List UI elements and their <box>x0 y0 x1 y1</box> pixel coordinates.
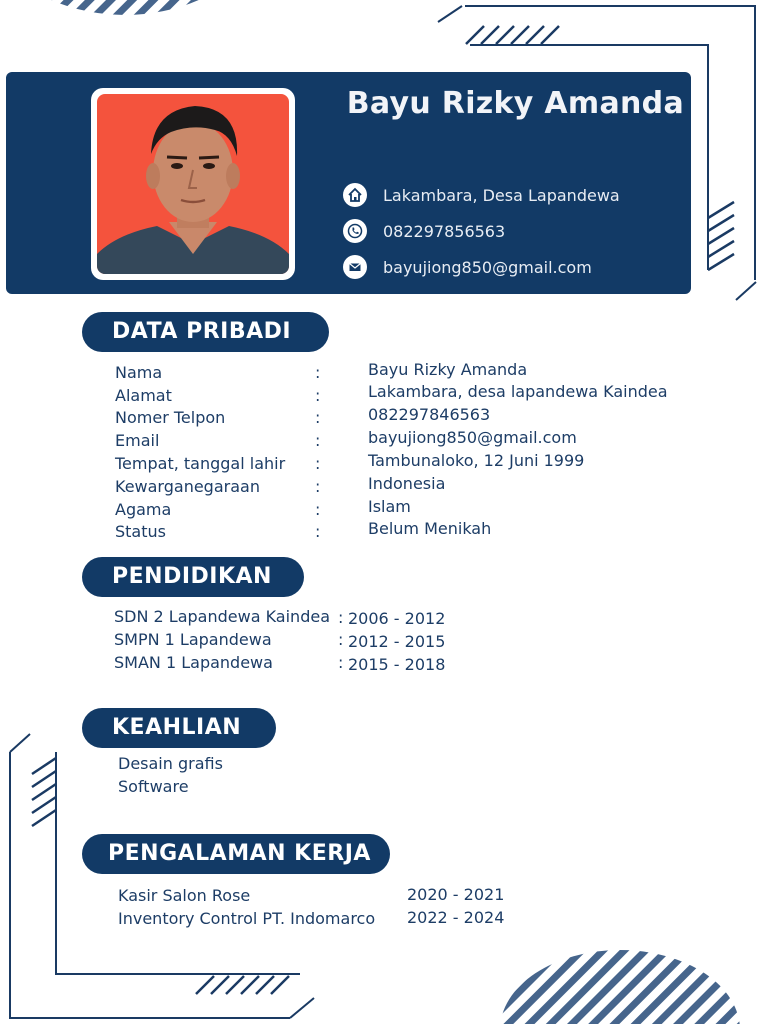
home-icon <box>343 183 367 207</box>
work-role: Kasir Salon Rose <box>118 886 251 905</box>
personal-label: Nomer Telpon <box>115 408 226 427</box>
personal-separator: : <box>315 522 321 541</box>
personal-value: Islam <box>368 497 411 516</box>
phone-icon <box>343 219 367 243</box>
personal-separator: : <box>315 454 321 473</box>
personal-value: 082297846563 <box>368 405 491 424</box>
contact-email-text: bayujiong850@gmail.com <box>383 257 592 277</box>
education-years: 2015 - 2018 <box>348 655 446 674</box>
work-role: Inventory Control PT. Indomarco <box>118 909 376 928</box>
skill-item: Desain grafis <box>118 754 223 773</box>
personal-value: Indonesia <box>368 474 446 493</box>
contact-email <box>343 254 592 280</box>
section-title-skills: KEAHLIAN <box>82 708 276 748</box>
hatch-marks-left <box>32 758 56 826</box>
section-title-personal: DATA PRIBADI <box>82 312 329 352</box>
personal-label: Agama <box>115 500 172 519</box>
personal-label: Kewarganegaraan <box>115 477 260 496</box>
contact-address <box>343 182 620 208</box>
contact-address-text: Lakambara, Desa Lapandewa <box>383 185 620 205</box>
education-years: 2012 - 2015 <box>348 632 446 651</box>
education-years: 2006 - 2012 <box>348 609 446 628</box>
contact-phone <box>343 218 505 244</box>
personal-label: Email <box>115 431 160 450</box>
education-school: SMPN 1 Lapandewa <box>114 630 272 649</box>
profile-photo <box>97 94 289 274</box>
personal-value: Tambunaloko, 12 Juni 1999 <box>368 451 585 470</box>
hatch-marks-bottom <box>196 976 289 994</box>
personal-separator: : <box>315 477 321 496</box>
striped-semicircle-top <box>0 0 250 15</box>
personal-label: Status <box>115 522 166 541</box>
mail-icon <box>343 255 367 279</box>
education-separator: : <box>338 653 344 672</box>
work-years: 2022 - 2024 <box>407 908 505 927</box>
section-title-work: PENGALAMAN KERJA <box>82 834 390 874</box>
work-years: 2020 - 2021 <box>407 885 505 904</box>
skill-item: Software <box>118 777 189 796</box>
name-title: Bayu Rizky Amanda <box>346 86 684 121</box>
section-title-education: PENDIDIKAN <box>82 557 304 597</box>
education-separator: : <box>338 630 344 649</box>
personal-label: Tempat, tanggal lahir <box>115 454 286 473</box>
personal-value: Bayu Rizky Amanda <box>368 360 528 379</box>
personal-separator: : <box>315 408 321 427</box>
personal-value: Lakambara, desa lapandewa Kaindea <box>368 382 668 401</box>
hatch-marks-right <box>708 202 734 270</box>
education-separator: : <box>338 608 344 627</box>
contact-phone-text: 082297856563 <box>383 221 506 241</box>
personal-value: Belum Menikah <box>368 519 492 538</box>
personal-separator: : <box>315 431 321 450</box>
personal-value: bayujiong850@gmail.com <box>368 428 577 447</box>
personal-separator: : <box>315 500 321 519</box>
striped-semicircle-bottom <box>500 950 740 1024</box>
personal-separator: : <box>315 386 321 405</box>
hatch-marks-top <box>466 26 559 44</box>
personal-label: Nama <box>115 363 163 382</box>
personal-separator: : <box>315 363 321 382</box>
education-school: SMAN 1 Lapandewa <box>114 653 273 672</box>
personal-label: Alamat <box>115 386 172 405</box>
education-school: SDN 2 Lapandewa Kaindea <box>114 607 330 626</box>
